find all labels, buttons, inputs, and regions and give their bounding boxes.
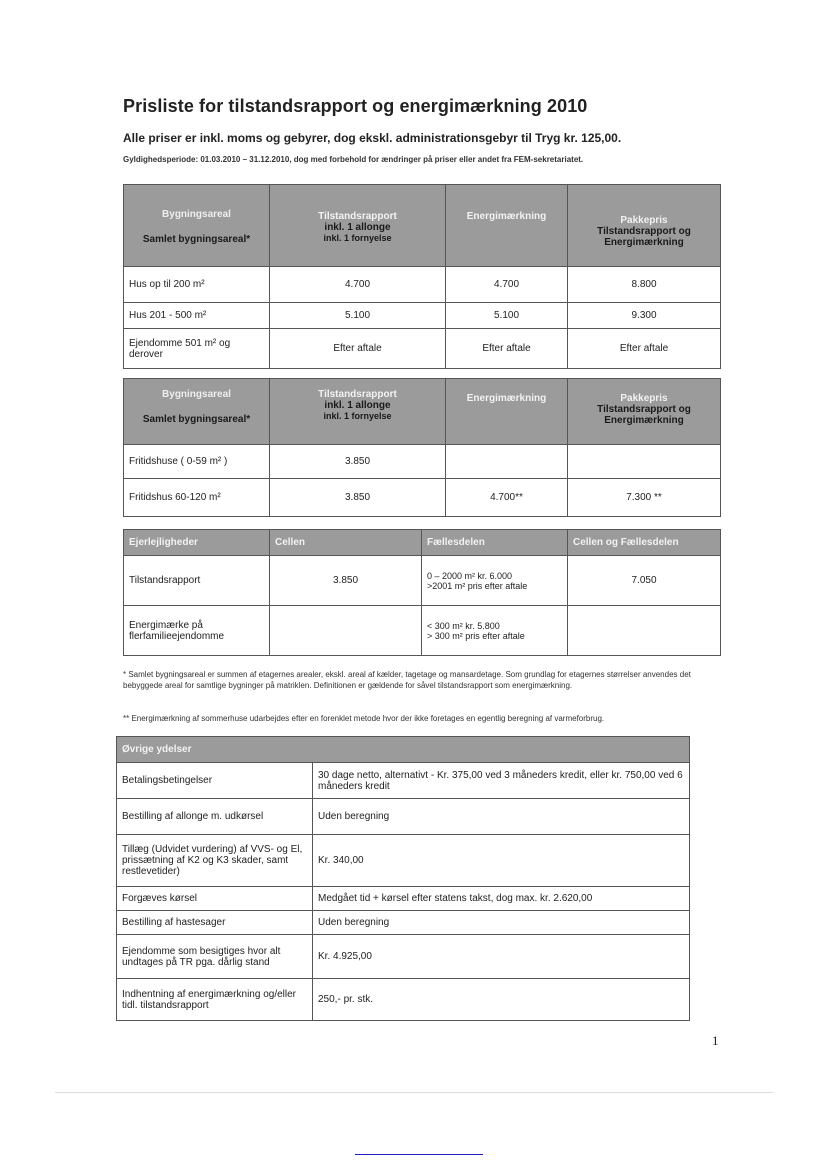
table-row: Indhentning af energimærkning og/eller tidl. tilstandsrapport 250,- pr. stk. (117, 979, 690, 1021)
table-row: Bestilling af hastesager Uden beregning (117, 911, 690, 935)
table-row: Energimærke på flerfamilieejendomme < 300 m² kr. 5.800 > 300 m² pris efter aftale (124, 606, 721, 656)
header-cellen-og-faellesdelen: Cellen og Fællesdelen (568, 530, 721, 556)
table-row: Tilstandsrapport 3.850 0 – 2000 m² kr. 6.000 >2001 m² pris efter aftale 7.050 (124, 556, 721, 606)
header-bygningsareal: Bygningsareal Samlet bygningsareal* (124, 185, 270, 267)
table-row: Hus op til 200 m² 4.700 4.700 8.800 (124, 267, 721, 303)
page-number: 1 (712, 1033, 719, 1048)
price-note: Alle priser er inkl. moms og gebyrer, dog ekskl. administrationsgebyr til Tryg kr. 125,00. (123, 131, 622, 145)
footnote-1: * Samlet bygningsareal er summen af etagernes arealer, ekskl. areal af kælder, tagetage og mansardetage. Som grundlag for etagernes størrelser anvendes det bebyggede areal for samtlige bygninger på matriklen. Definitionen er gældende for såvel tilstandsrapport som energimærkning. (123, 670, 691, 690)
header-energimaerkning: Energimærkning (446, 379, 568, 445)
header-tilstandsrapport: Tilstandsrapport inkl. 1 allonge inkl. 1 fornyelse (270, 379, 446, 445)
table-row: Bestilling af allonge m. udkørsel Uden beregning (117, 799, 690, 835)
header-tilstandsrapport: Tilstandsrapport inkl. 1 allonge inkl. 1 fornyelse (270, 185, 446, 267)
header-ejerlejligheder: Ejerlejligheder (124, 530, 270, 556)
header-energimaerkning: Energimærkning (446, 185, 568, 267)
validity-period: Gyldighedsperiode: 01.03.2010 – 31.12.2010, dog med forbehold for ændringer på priser eller andet fra FEM-sekretariatet. (123, 155, 584, 164)
table-row: Ejendomme som besigtiges hvor alt undtages på TR pga. dårlig stand Kr. 4.925,00 (117, 935, 690, 979)
page-title: Prisliste for tilstandsrapport og energimærkning 2010 (123, 96, 588, 116)
price-table-apartments (123, 529, 721, 656)
header-faellesdelen: Fællesdelen (422, 530, 568, 556)
table-row: Forgæves kørsel Medgået tid + kørsel efter statens takst, dog max. kr. 2.620,00 (117, 887, 690, 911)
table-row: Betalingsbetingelser 30 dage netto, alternativt - Kr. 375,00 ved 3 måneders kredit, eller kr. 750,00 ved 6 måneders kredit (117, 763, 690, 799)
footer-link-underline[interactable] (355, 1154, 483, 1155)
header-pakkepris: Pakkepris Tilstandsrapport og Energimærkning (568, 379, 721, 445)
footer-divider (55, 1092, 773, 1093)
table-row: Tillæg (Udvidet vurdering) af VVS- og El, prissætning af K2 og K3 skader, samt restlevetider) Kr. 340,00 (117, 835, 690, 887)
other-services-table (116, 736, 690, 1021)
table-row: Fritidshuse ( 0-59 m² ) 3.850 (124, 445, 721, 479)
price-table-houses (123, 184, 721, 369)
table-header-row (124, 530, 721, 556)
table-header-row (124, 379, 721, 445)
header-cellen: Cellen (270, 530, 422, 556)
header-bygningsareal: Bygningsareal Samlet bygningsareal* (124, 379, 270, 445)
table-header-row (117, 737, 690, 763)
table-row: Fritidshus 60-120 m² 3.850 4.700** 7.300 ** (124, 479, 721, 517)
price-table-holiday-homes (123, 378, 721, 517)
header-pakkepris: Pakkepris Tilstandsrapport og Energimærkning (568, 185, 721, 267)
header-ovrige-ydelser: Øvrige ydelser (117, 737, 690, 763)
table-row: Hus 201 - 500 m² 5.100 5.100 9.300 (124, 303, 721, 329)
table-row: Ejendomme 501 m² og derover Efter aftale Efter aftale Efter aftale (124, 329, 721, 369)
footnote-2: ** Energimærkning af sommerhuse udarbejdes efter en forenklet metode hvor der ikke foretages en egentlig beregning af varmeforbrug. (123, 714, 605, 723)
table-header-row (124, 185, 721, 267)
